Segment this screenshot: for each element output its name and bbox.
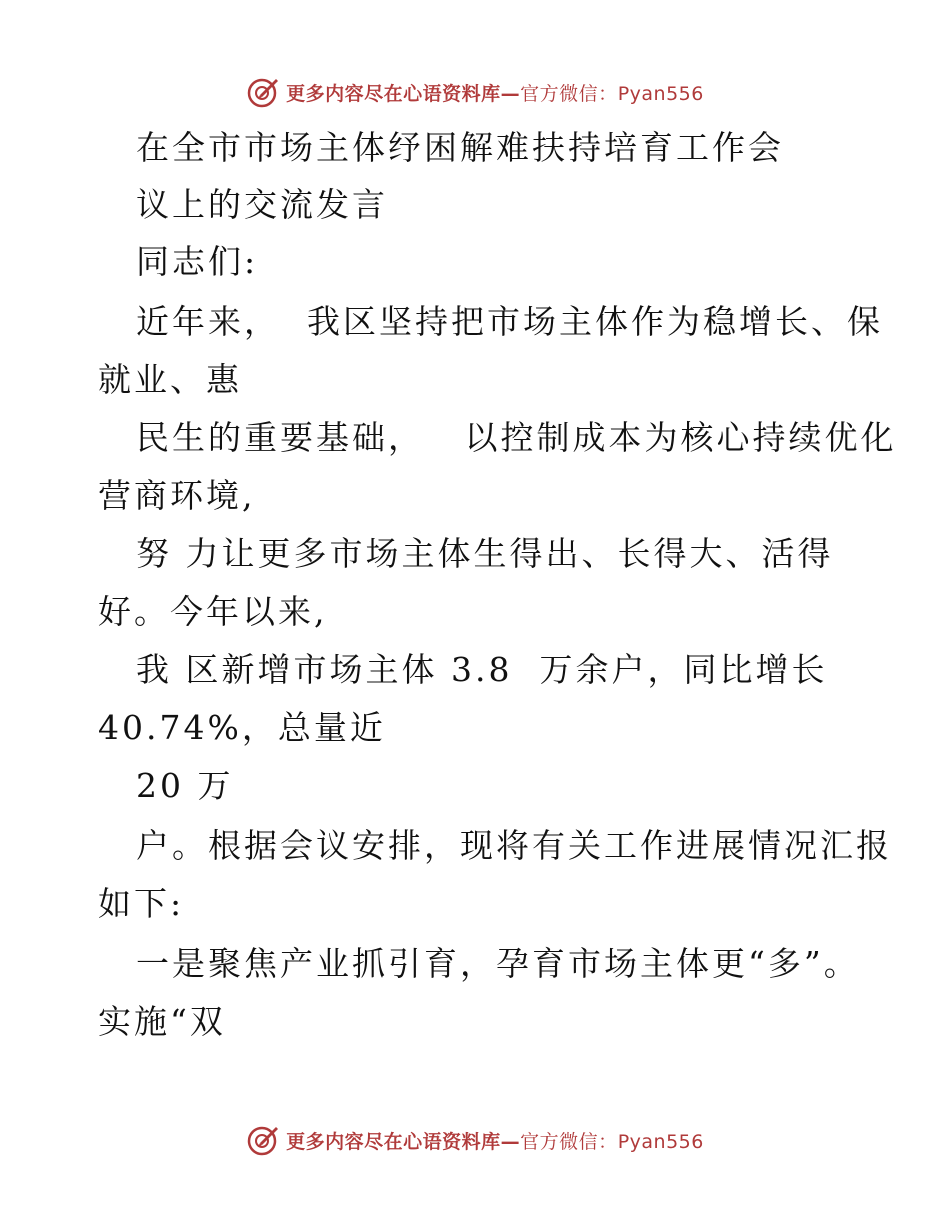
paragraph-line: 我 区新增市场主体 3.8 万余户，同比增长: [136, 650, 828, 689]
watermark-separator: —: [500, 82, 521, 105]
watermark-wechat-label: 官方微信：: [520, 82, 618, 105]
header-watermark: [0, 72, 950, 112]
footer-watermark: [0, 1120, 950, 1160]
watermark-text: [286, 1127, 704, 1154]
pen-logo-icon: [246, 1123, 280, 1157]
watermark-site-text: 更多内容尽在心语资料库: [286, 82, 501, 105]
pen-logo-icon: [246, 75, 280, 109]
paragraph-line: 20 万: [136, 766, 234, 805]
paragraph-line: 好。今年以来,: [98, 592, 328, 631]
paragraph-line: 民生的重要基础， 以控制成本为核心持续优化: [136, 418, 897, 457]
watermark-site-text: 更多内容尽在心语资料库: [286, 1130, 501, 1153]
watermark-wechat-id: Pyan556: [617, 82, 704, 105]
paragraph-line: 就业、惠: [98, 360, 242, 399]
watermark-text: [286, 79, 704, 106]
paragraph-line: 户。根据会议安排，现将有关工作进展情况汇报: [136, 826, 892, 865]
watermark-separator: —: [500, 1130, 521, 1153]
watermark-wechat-label: 官方微信：: [520, 1130, 618, 1153]
salutation: 同志们:: [136, 242, 259, 281]
paragraph-line: 实施“双: [98, 1002, 226, 1041]
title-line-1: 在全市市场主体纾困解难扶持培育工作会: [136, 128, 784, 167]
paragraph-line: 努 力让更多市场主体生得出、长得大、活得: [136, 534, 834, 573]
watermark-wechat-id: Pyan556: [617, 1130, 704, 1153]
paragraph-line: 近年来， 我区坚持把市场主体作为稳增长、保: [136, 302, 883, 341]
paragraph-line: 40.74%，总量近: [98, 708, 386, 747]
paragraph-line: 一是聚焦产业抓引育，孕育市场主体更“多”。: [136, 944, 860, 983]
paragraph-line: 营商环境,: [98, 476, 256, 515]
paragraph-line: 如下:: [98, 884, 185, 923]
title-line-2: 议上的交流发言: [136, 185, 388, 224]
